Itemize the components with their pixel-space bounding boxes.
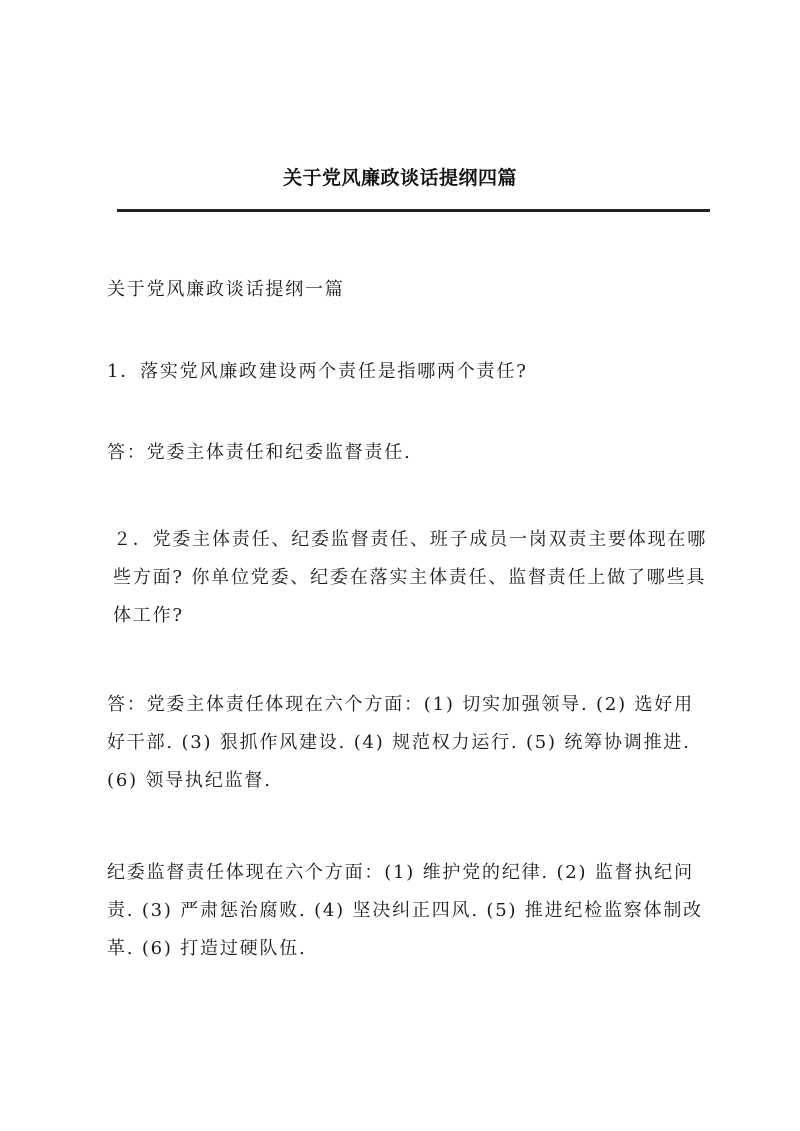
section-heading: 关于党风廉政谈话提纲一篇 [107,279,345,300]
question-2: ２．党委主体责任、纪委监督责任、班子成员一岗双责主要体现在哪些方面? 你单位党委、纪委在落实主体责任、监督责任上做了哪些具体工作? [113,529,707,626]
title-divider [117,209,710,212]
answer-2-party-committee: 答：党委主体责任体现在六个方面：(1) 切实加强领导. (2) 选好用好干部. (3) 狠抓作风建设. (4) 规范权力运行. (5) 统筹协调推进. (6) 领导执纪监督. [107,694,694,791]
answer-1: 答：党委主体责任和纪委监督责任. [107,442,412,463]
answer-2-discipline-committee: 纪委监督责任体现在六个方面：(1) 维护党的纪律. (2) 监督执纪问责. (3) 严肃惩治腐败. (4) 坚决纠正四风. (5) 推进纪检监察体制改革. (6) 打造过硬队伍. [107,862,703,959]
document-title: 关于党风廉政谈话提纲四篇 [282,167,517,189]
question-1: 1．落实党风廉政建设两个责任是指哪两个责任? [107,361,528,382]
